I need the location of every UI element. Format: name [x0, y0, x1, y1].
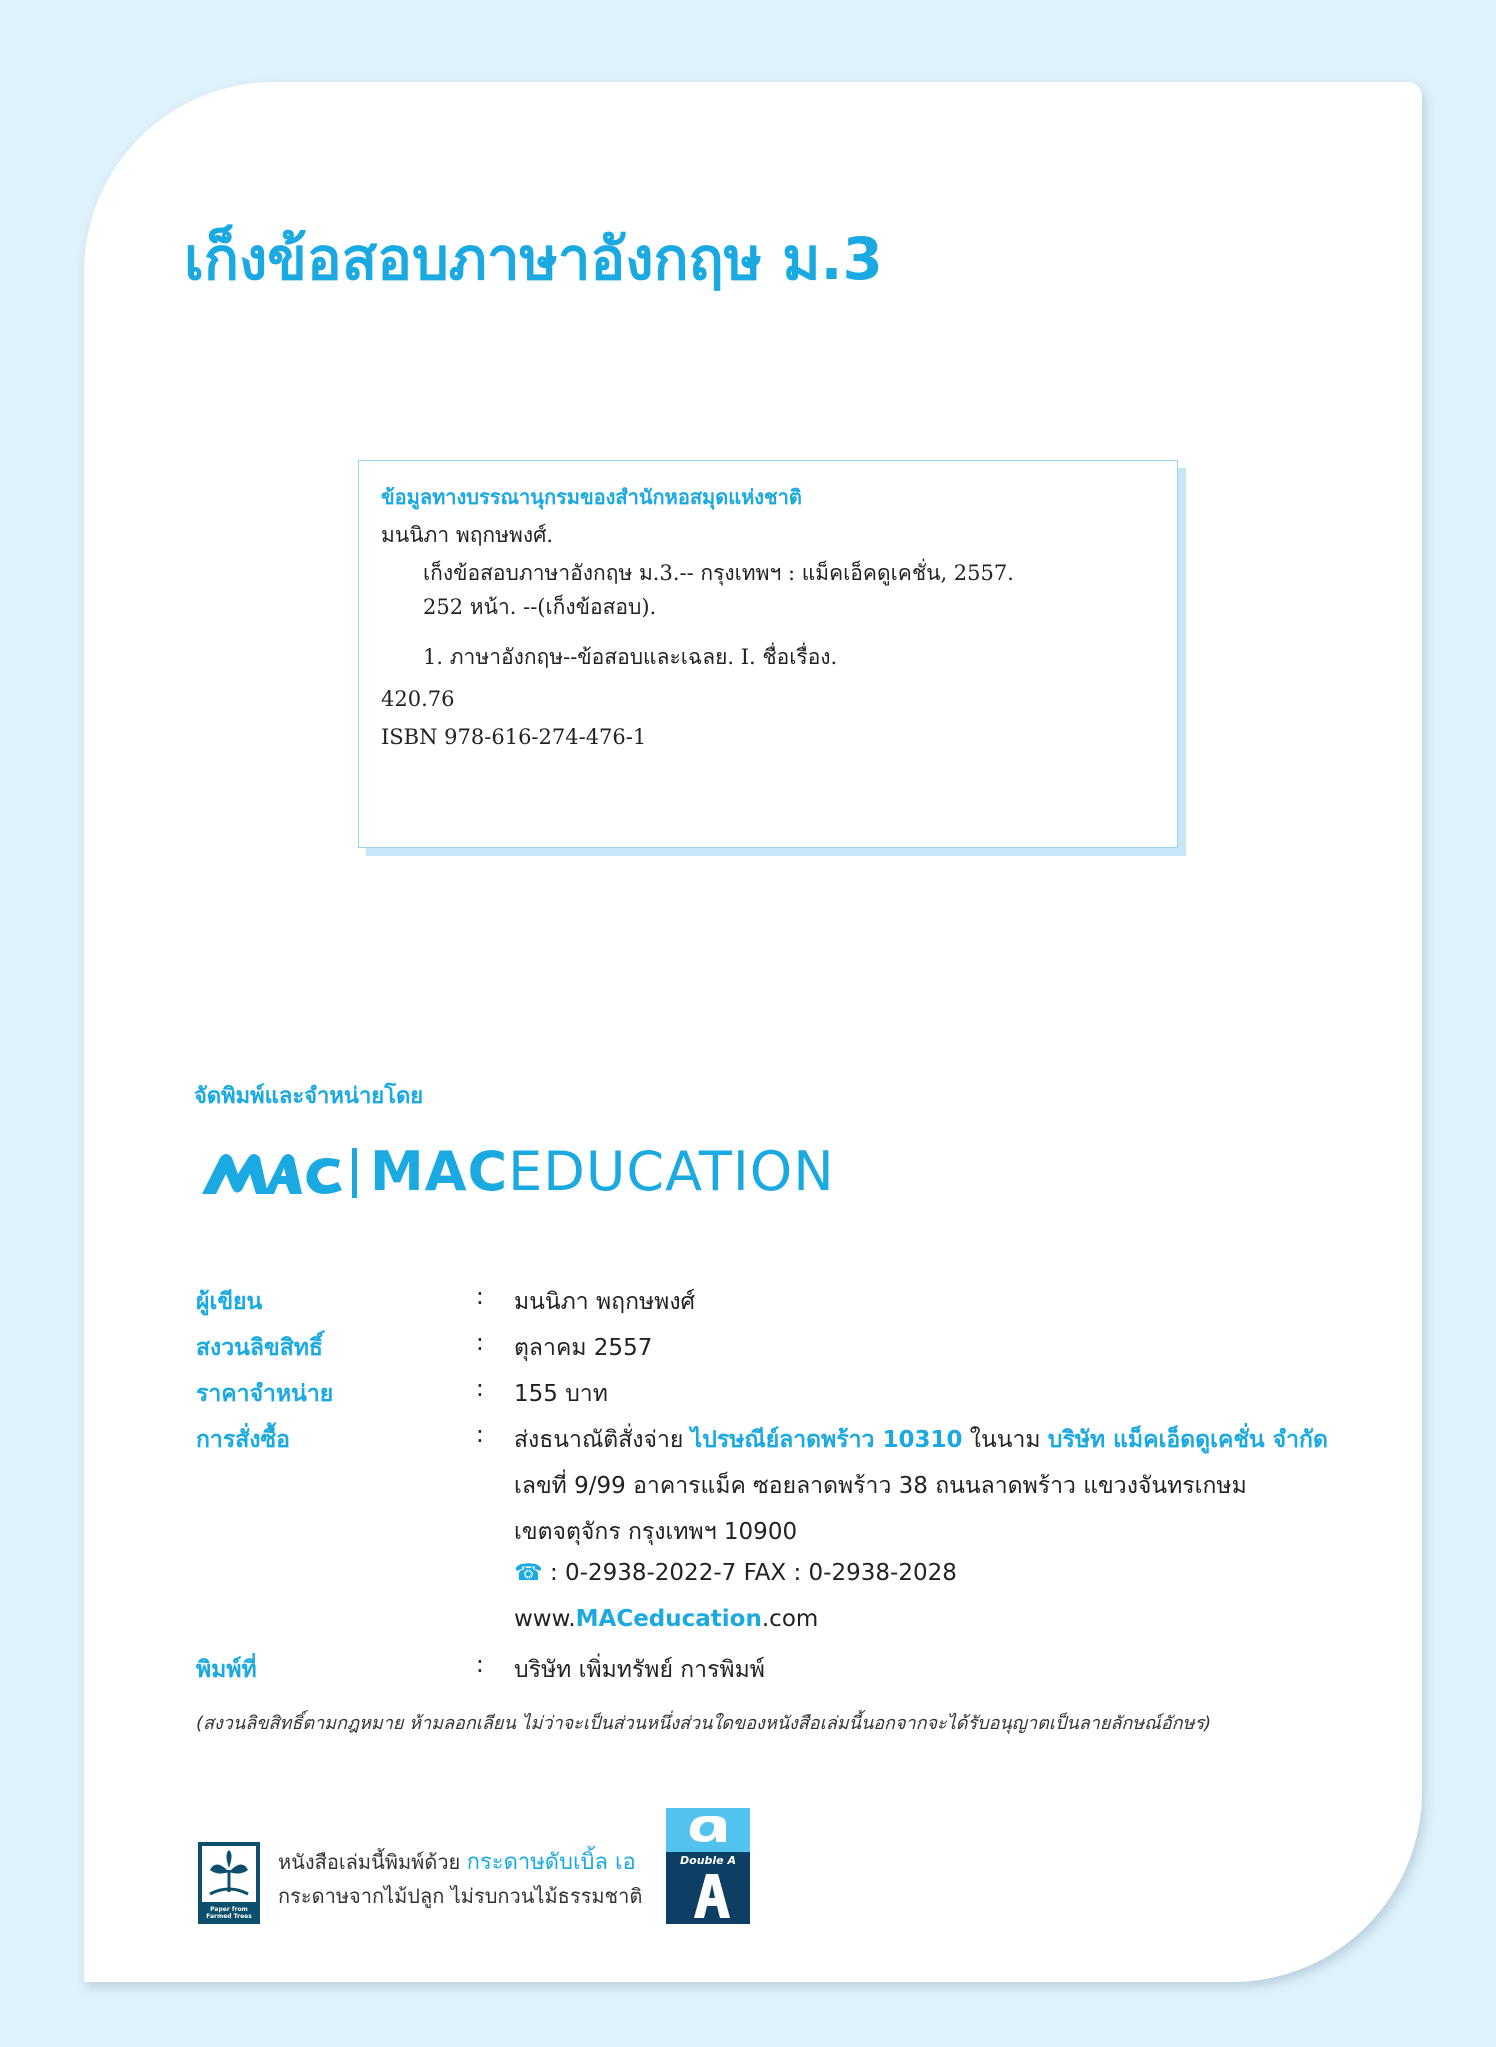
- price-value: 155 บาท: [514, 1381, 608, 1407]
- cip-isbn: ISBN 978-616-274-476-1: [381, 725, 647, 749]
- price-label: ราคาจำหน่าย: [196, 1381, 334, 1407]
- phone-icon: ☎: [514, 1560, 543, 1586]
- publisher-label: จัดพิมพ์และจำหน่ายโดย: [194, 1084, 424, 1109]
- paper-note-pre: หนังสือเล่มนี้พิมพ์ด้วย: [278, 1850, 461, 1874]
- order-mid: ในนาม: [969, 1427, 1041, 1453]
- web-brand: MACeducation: [575, 1606, 762, 1632]
- colon: :: [476, 1376, 484, 1402]
- copyright-label: สงวนลิขสิทธิ์: [196, 1335, 323, 1361]
- info-row-copyright: [196, 1330, 653, 1366]
- address-line-2: เขตจตุจักร กรุงเทพฯ 10900: [514, 1519, 798, 1545]
- printer-label: พิมพ์ที่: [196, 1657, 257, 1683]
- double-a-logo: [666, 1808, 750, 1924]
- cip-author: มนนิภา พฤกษพงศ์.: [381, 523, 554, 547]
- phone-fax: : 0-2938-2022-7 FAX : 0-2938-2028: [549, 1560, 957, 1586]
- mac-logo-icon: [198, 1144, 348, 1204]
- cip-heading: ข้อมูลทางบรรณานุกรมของสำนักหอสมุดแห่งชาติ: [381, 485, 802, 509]
- fsc-caption: Paper from Farmed Trees: [206, 1906, 252, 1920]
- info-row-price: [196, 1376, 608, 1412]
- order-post-office: ไปรษณีย์ลาดพร้าว 10310: [690, 1427, 963, 1453]
- copyright-notice: (สงวนลิขสิทธิ์ตามกฎหมาย ห้ามลอกเลียน ไม่ว่าจะเป็นส่วนหนึ่งส่วนใดของหนังสือเล่มนี้นอกจากจะได้รับอนุญาตเป็นลายลักษณ์อักษร): [196, 1713, 1212, 1734]
- cip-subject-line: 1. ภาษาอังกฤษ--ข้อสอบและเฉลย. I. ชื่อเรื่อง.: [423, 645, 838, 669]
- logo-education: EDUCATION: [508, 1140, 835, 1203]
- book-title: เก็งข้อสอบภาษาอังกฤษ ม.3: [184, 225, 883, 293]
- cip-title-line: เก็งข้อสอบภาษาอังกฤษ ม.3.-- กรุงเทพฯ : แม็คเอ็คดูเคชั่น, 2557.: [423, 561, 1014, 585]
- colon: :: [476, 1284, 484, 1310]
- page: [84, 82, 1422, 1982]
- address-line-1: เลขที่ 9/99 อาคารแม็ค ซอยลาดพร้าว 38 ถนนลาดพร้าว แขวงจันทรเกษม: [514, 1473, 1247, 1499]
- cip-box: [358, 460, 1178, 848]
- author-label: ผู้เขียน: [196, 1289, 263, 1315]
- paper-note: [278, 1844, 643, 1908]
- colon: :: [476, 1330, 484, 1356]
- order-pre: ส่งธนาณัติสั่งจ่าย: [514, 1427, 684, 1453]
- cip-pages-line: 252 หน้า. --(เก็งข้อสอบ).: [423, 595, 657, 619]
- printer-value: บริษัท เพิ่มทรัพย์ การพิมพ์: [514, 1657, 765, 1683]
- web-suffix: .com: [761, 1606, 819, 1632]
- phone-line: [514, 1560, 957, 1586]
- cip-classification: 420.76: [381, 687, 455, 711]
- web-prefix: www.: [514, 1606, 576, 1632]
- info-row-order: [196, 1422, 1328, 1458]
- author-value: มนนิภา พฤกษพงศ์: [514, 1289, 696, 1315]
- info-row-author: [196, 1284, 696, 1320]
- order-value: [514, 1422, 1328, 1458]
- farmed-trees-logo: [198, 1842, 260, 1924]
- info-row-printer: [196, 1652, 765, 1688]
- double-a-text: Double A: [680, 1854, 736, 1867]
- colon: :: [476, 1652, 484, 1678]
- paper-note-line2: กระดาษจากไม้ปลูก ไม่รบกวนไม้ธรรมชาติ: [278, 1884, 643, 1908]
- copyright-value: ตุลาคม 2557: [514, 1335, 653, 1361]
- order-company: บริษัท แม็คเอ็ดดูเคชั่น จำกัด: [1047, 1427, 1328, 1453]
- paper-brand: กระดาษดับเบิ้ล เอ: [466, 1850, 636, 1875]
- colon: :: [476, 1422, 484, 1448]
- logo-divider: [352, 1148, 357, 1198]
- logo-mac: MAC: [370, 1140, 509, 1203]
- logo-wordmark: [370, 1140, 835, 1203]
- order-label: การสั่งซื้อ: [196, 1427, 290, 1453]
- website-link[interactable]: [514, 1606, 818, 1632]
